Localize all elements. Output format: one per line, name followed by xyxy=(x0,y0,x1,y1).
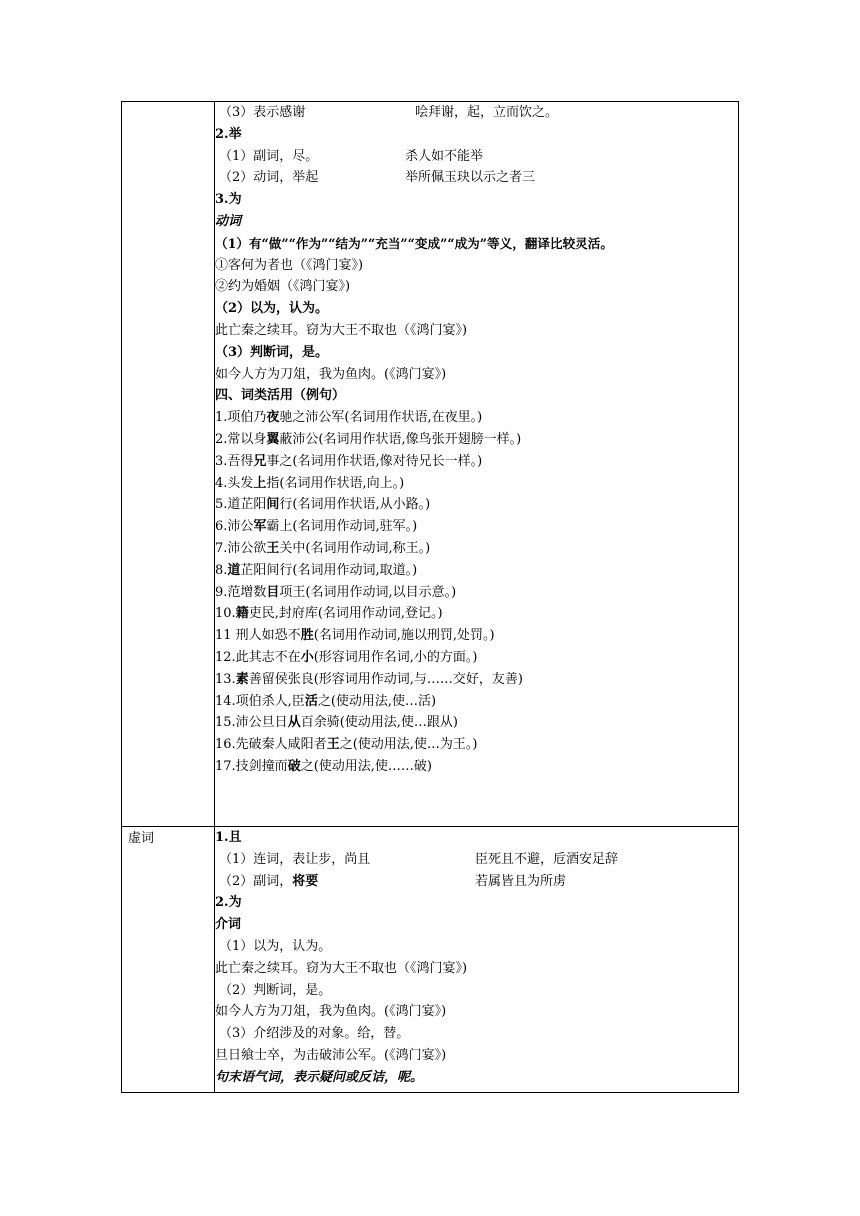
line-wei-ex4: 如今人方为刀俎，我为鱼肉。(《鸿门宴》) xyxy=(215,366,447,382)
example-line: 1.项伯乃夜驰之沛公军(名词用作状语,在夜里。) xyxy=(215,410,483,426)
line-ju-2-meaning: （2）动词，举起 xyxy=(219,170,319,186)
example-line: 5.道芷阳间行(名词用作状语,从小路。) xyxy=(215,497,431,513)
line-wei-ex2: ②约为婚姻（《鸿门宴》) xyxy=(215,279,351,295)
example-line: 12.此其志不在小(形容词用作名词,小的方面。) xyxy=(215,649,478,665)
line-wei-1: （1）有“做”“作为”“结为”“充当”“变成”“成为”等义，翻译比较灵活。 xyxy=(215,235,613,251)
row2-content-cell xyxy=(215,827,739,1093)
example-keyword: 王 xyxy=(326,737,340,753)
line-ju-2 xyxy=(215,167,738,189)
example-line: 9.范增数目项王(名词用作动词,以目示意。) xyxy=(215,584,457,600)
example-keyword: 军 xyxy=(253,519,267,535)
line-prep-2: （2）判断词，是。 xyxy=(219,982,332,998)
example-keyword: 小 xyxy=(300,649,314,665)
line-prep-1: （1）以为，认为。 xyxy=(219,938,332,954)
row-label-function-words: 虚词 xyxy=(128,831,155,846)
line-prep-ex1: 此亡秦之续耳。窃为大王不取也（《鸿门宴》) xyxy=(215,960,468,976)
heading-ju: 2.举 xyxy=(215,126,242,142)
heading-qie: 1.且 xyxy=(215,830,242,845)
row1-label-cell xyxy=(122,102,215,827)
notes-table xyxy=(121,101,739,1093)
example-line: 2.常以身翼蔽沛公(名词用作状语,像鸟张开翅膀一样。) xyxy=(215,431,522,447)
line-wei-ex3: 此亡秦之续耳。窃为大王不取也（《鸿门宴》) xyxy=(215,322,468,338)
example-line: 15.沛公旦日从百余骑(使动用法,使…跟从) xyxy=(215,715,458,731)
line-qie-1 xyxy=(215,849,738,871)
line-qie-1-meaning: （1）连词，表让步，尚且 xyxy=(219,851,371,867)
table-row-1 xyxy=(122,102,739,827)
line-gratitude xyxy=(215,102,738,124)
example-line: 17.技剑撞而破之(使动用法,使……破) xyxy=(215,758,432,774)
example-keyword: 上 xyxy=(253,475,267,491)
line-prep-ex3: 旦日飨士卒，为击破沛公军。(《鸿门宴》) xyxy=(215,1047,447,1063)
example-line: 10.籍吏民,封府库(名词用作动词,登记。) xyxy=(215,606,443,622)
example-keyword: 活 xyxy=(304,693,318,709)
line-wei-3: （3）判断词，是。 xyxy=(215,344,329,360)
line-qie-1-example: 臣死且不避，卮酒安足辞 xyxy=(475,851,619,867)
example-line: 8.道芷阳间行(名词用作动词,取道。) xyxy=(215,562,418,578)
line-prep-ex2: 如今人方为刀俎，我为鱼肉。(《鸿门宴》) xyxy=(215,1004,447,1020)
example-keyword: 道 xyxy=(227,562,241,578)
example-keyword: 夜 xyxy=(266,410,280,426)
line-qie-2-meaning: （2）副词，将要 xyxy=(219,873,319,889)
line-qie-2 xyxy=(215,871,738,893)
example-keyword: 从 xyxy=(287,715,301,731)
line-final-particle: 句末语气词，表示疑问或反诘，呢。 xyxy=(215,1069,424,1085)
example-line: 13.素善留侯张良(形容词用作动词,与……交好，友善) xyxy=(215,671,523,687)
example-line: 11 刑人如恐不胜(名词用作动词,施以刑罚,处罚。) xyxy=(215,628,495,644)
example-line: 6.沛公军霸上(名词用作动词,驻军。) xyxy=(215,519,418,535)
line-prep-3: （3）介绍涉及的对象。给，替。 xyxy=(219,1026,410,1042)
example-keyword: 间 xyxy=(266,497,280,513)
line-ju-1-example: 杀人如不能举 xyxy=(405,148,484,164)
row2-label-cell xyxy=(122,827,215,1093)
example-keyword: 素 xyxy=(235,671,249,687)
row1-content-cell xyxy=(215,102,739,827)
example-keyword: 籍 xyxy=(235,606,249,622)
table-row-2 xyxy=(122,827,739,1093)
line-ju-2-example: 举所佩玉玦以示之者三 xyxy=(405,170,536,186)
subheading-verb: 动词 xyxy=(215,213,242,229)
example-keyword: 破 xyxy=(287,758,301,774)
example-keyword: 胜 xyxy=(300,628,314,644)
line-wei-2: （2）以为，认为。 xyxy=(215,301,329,317)
example-keyword: 王 xyxy=(266,540,280,556)
example-line: 16.先破秦人咸阳者王之(使动用法,使…为王。) xyxy=(215,737,478,753)
line-gratitude-example: 哙拜谢，起，立而饮之。 xyxy=(415,105,559,120)
example-keyword: 翼 xyxy=(266,431,280,447)
heading-word-class: 四、词类活用（例句） xyxy=(215,388,346,404)
line-wei-ex1: ①客何为者也（《鸿门宴》) xyxy=(215,257,364,273)
example-keyword: 兄 xyxy=(253,453,267,469)
subheading-preposition: 介词 xyxy=(215,917,242,933)
example-line: 7.沛公欲王关中(名词用作动词,称王。) xyxy=(215,540,431,556)
keyword-jiangyao: 将要 xyxy=(292,873,319,889)
line-ju-1 xyxy=(215,146,738,168)
line-ju-1-meaning: （1）副词，尽。 xyxy=(219,148,319,164)
example-line: 3.吾得兄事之(名词用作状语,像对待兄长一样。) xyxy=(215,453,483,469)
heading-wei: 3.为 xyxy=(215,192,242,208)
word-class-examples xyxy=(215,407,738,778)
heading-wei-2: 2.为 xyxy=(215,895,242,911)
example-keyword: 目 xyxy=(266,584,280,600)
example-line: 14.项伯杀人,臣活之(使动用法,使…活) xyxy=(215,693,437,709)
line-gratitude-meaning: （3）表示感谢 xyxy=(219,105,306,120)
line-qie-2-example: 若属皆且为所虏 xyxy=(475,873,567,889)
example-line: 4.头发上指(名词用作状语,向上。) xyxy=(215,475,405,491)
